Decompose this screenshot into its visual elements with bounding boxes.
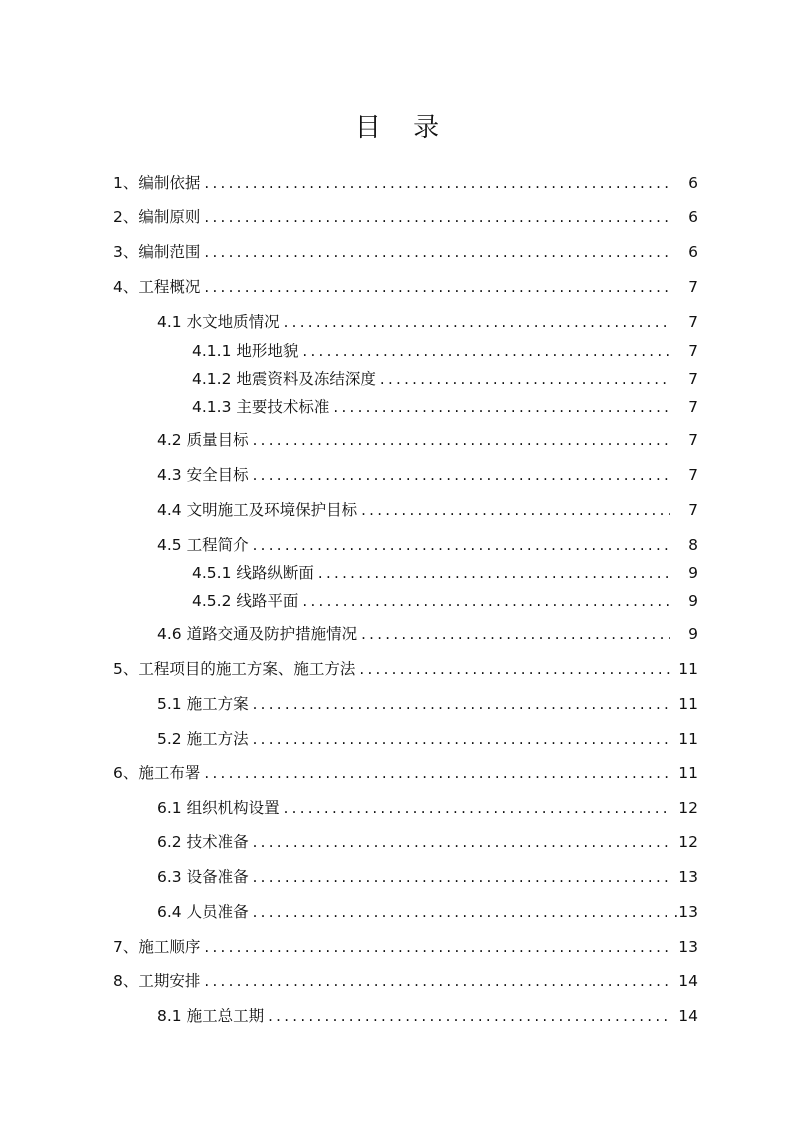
dot-leader bbox=[204, 761, 670, 785]
dot-leader bbox=[204, 969, 670, 993]
toc-entry-page: 12 bbox=[678, 833, 698, 851]
toc-entry-page: 7 bbox=[688, 501, 698, 519]
toc-entry-label: 5、工程项目的施工方案、施工方法 bbox=[113, 660, 356, 678]
dot-leader bbox=[380, 367, 670, 391]
toc-entry[interactable] bbox=[113, 969, 698, 993]
dot-leader bbox=[204, 171, 670, 195]
toc-entry-page: 11 bbox=[678, 660, 698, 678]
dot-leader bbox=[204, 240, 670, 264]
dot-leader bbox=[253, 865, 670, 889]
dot-leader bbox=[302, 589, 670, 613]
toc-entry[interactable] bbox=[113, 657, 698, 681]
toc-entry[interactable] bbox=[157, 428, 698, 452]
toc-entry-page: 6 bbox=[688, 174, 698, 192]
toc-entry-label: 4.1.3 主要技术标准 bbox=[192, 398, 330, 416]
dot-leader bbox=[359, 657, 670, 681]
toc-entry-page: 9 bbox=[688, 564, 698, 582]
toc-entry[interactable] bbox=[113, 240, 698, 264]
toc-entry-label: 4.5.2 线路平面 bbox=[192, 592, 299, 610]
toc-entry-label: 6、施工布署 bbox=[113, 764, 201, 782]
toc-entry-label: 4.3 安全目标 bbox=[157, 466, 249, 484]
toc-entry[interactable] bbox=[192, 367, 698, 391]
toc-entry-page: 9 bbox=[688, 592, 698, 610]
toc-entry-page: 7 bbox=[688, 342, 698, 360]
toc-entry-label: 7、施工顺序 bbox=[113, 938, 201, 956]
toc-entry[interactable] bbox=[113, 205, 698, 229]
dot-leader bbox=[253, 900, 668, 924]
toc-entry-label: 4.5 工程简介 bbox=[157, 536, 249, 554]
toc-entry-page: 13 bbox=[678, 938, 698, 956]
toc-entry-page: 14 bbox=[678, 1007, 698, 1025]
toc-entry-label: 5.1 施工方案 bbox=[157, 695, 249, 713]
toc-entry-page: 7 bbox=[688, 466, 698, 484]
dot-leader bbox=[204, 205, 670, 229]
dot-leader bbox=[318, 561, 670, 585]
dot-leader bbox=[253, 727, 670, 751]
toc-entry-label: 4.1.1 地形地貌 bbox=[192, 342, 299, 360]
toc-entry-label: 4.1 水文地质情况 bbox=[157, 313, 280, 331]
toc-entry-page: 14 bbox=[678, 972, 698, 990]
toc-entry-page: 13 bbox=[678, 868, 698, 886]
dot-leader bbox=[284, 796, 670, 820]
toc-entry[interactable] bbox=[157, 622, 698, 646]
toc-entry-page: 12 bbox=[678, 799, 698, 817]
toc-entry-page: 6 bbox=[688, 243, 698, 261]
dot-leader bbox=[253, 463, 670, 487]
dot-leader bbox=[253, 428, 670, 452]
toc-entry-page: 7 bbox=[688, 431, 698, 449]
toc-entry[interactable] bbox=[157, 692, 698, 716]
dot-leader bbox=[204, 935, 670, 959]
toc-entry-label: 4.5.1 线路纵断面 bbox=[192, 564, 314, 582]
toc-entry-label: 4.2 质量目标 bbox=[157, 431, 249, 449]
toc-entry-label: 6.4 人员准备 bbox=[157, 903, 249, 921]
toc-entry[interactable] bbox=[113, 171, 698, 195]
toc-entry-page: .13 bbox=[673, 903, 698, 921]
dot-leader bbox=[302, 339, 670, 363]
toc-entry[interactable] bbox=[157, 310, 698, 334]
toc-entry-label: 4、工程概况 bbox=[113, 278, 201, 296]
dot-leader bbox=[361, 622, 670, 646]
toc-entry[interactable] bbox=[157, 498, 698, 522]
toc-entry-label: 6.3 设备准备 bbox=[157, 868, 249, 886]
dot-leader bbox=[361, 498, 670, 522]
dot-leader bbox=[253, 692, 670, 716]
toc-entry-label: 4.1.2 地震资料及冻结深度 bbox=[192, 370, 376, 388]
dot-leader bbox=[204, 275, 670, 299]
dot-leader bbox=[253, 830, 670, 854]
toc-entry[interactable] bbox=[157, 830, 698, 854]
toc-entry[interactable] bbox=[192, 561, 698, 585]
toc-entry-label: 8、工期安排 bbox=[113, 972, 201, 990]
toc-entry-page: 8 bbox=[688, 536, 698, 554]
toc-entry-page: 9 bbox=[688, 625, 698, 643]
toc-entry[interactable] bbox=[157, 796, 698, 820]
toc-entry[interactable] bbox=[192, 339, 698, 363]
toc-entry-page: 7 bbox=[688, 370, 698, 388]
toc-entry-label: 1、编制依据 bbox=[113, 174, 201, 192]
toc-entry[interactable] bbox=[157, 900, 698, 924]
toc-entry[interactable] bbox=[113, 935, 698, 959]
toc-entry-page: 11 bbox=[678, 730, 698, 748]
dot-leader bbox=[253, 533, 670, 557]
toc-entry-label: 5.2 施工方法 bbox=[157, 730, 249, 748]
toc-entry-page: 7 bbox=[688, 278, 698, 296]
toc-entry[interactable] bbox=[157, 727, 698, 751]
toc-entry-label: 2、编制原则 bbox=[113, 208, 201, 226]
toc-entry-label: 4.4 文明施工及环境保护目标 bbox=[157, 501, 358, 519]
toc-title: 目 录 bbox=[354, 113, 452, 143]
toc-entry-page: 11 bbox=[678, 695, 698, 713]
toc-entry-label: 3、编制范围 bbox=[113, 243, 201, 261]
toc-entry[interactable] bbox=[157, 533, 698, 557]
dot-leader bbox=[268, 1004, 670, 1028]
toc-entry-label: 6.1 组织机构设置 bbox=[157, 799, 280, 817]
toc-entry-label: 4.6 道路交通及防护措施情况 bbox=[157, 625, 358, 643]
dot-leader bbox=[333, 395, 670, 419]
toc-entry-label: 8.1 施工总工期 bbox=[157, 1007, 265, 1025]
toc-entry[interactable] bbox=[157, 865, 698, 889]
toc-entry[interactable] bbox=[192, 589, 698, 613]
toc-entry[interactable] bbox=[157, 1004, 698, 1028]
toc-entry-page: 11 bbox=[678, 764, 698, 782]
toc-entry[interactable] bbox=[157, 463, 698, 487]
dot-leader bbox=[284, 310, 670, 334]
toc-entry-label: 6.2 技术准备 bbox=[157, 833, 249, 851]
toc-entry-page: 7 bbox=[688, 398, 698, 416]
toc-entry[interactable] bbox=[113, 761, 698, 785]
toc-entry-page: 6 bbox=[688, 208, 698, 226]
toc-entry-page: 7 bbox=[688, 313, 698, 331]
toc-entry[interactable] bbox=[113, 275, 698, 299]
toc-entry[interactable] bbox=[192, 395, 698, 419]
